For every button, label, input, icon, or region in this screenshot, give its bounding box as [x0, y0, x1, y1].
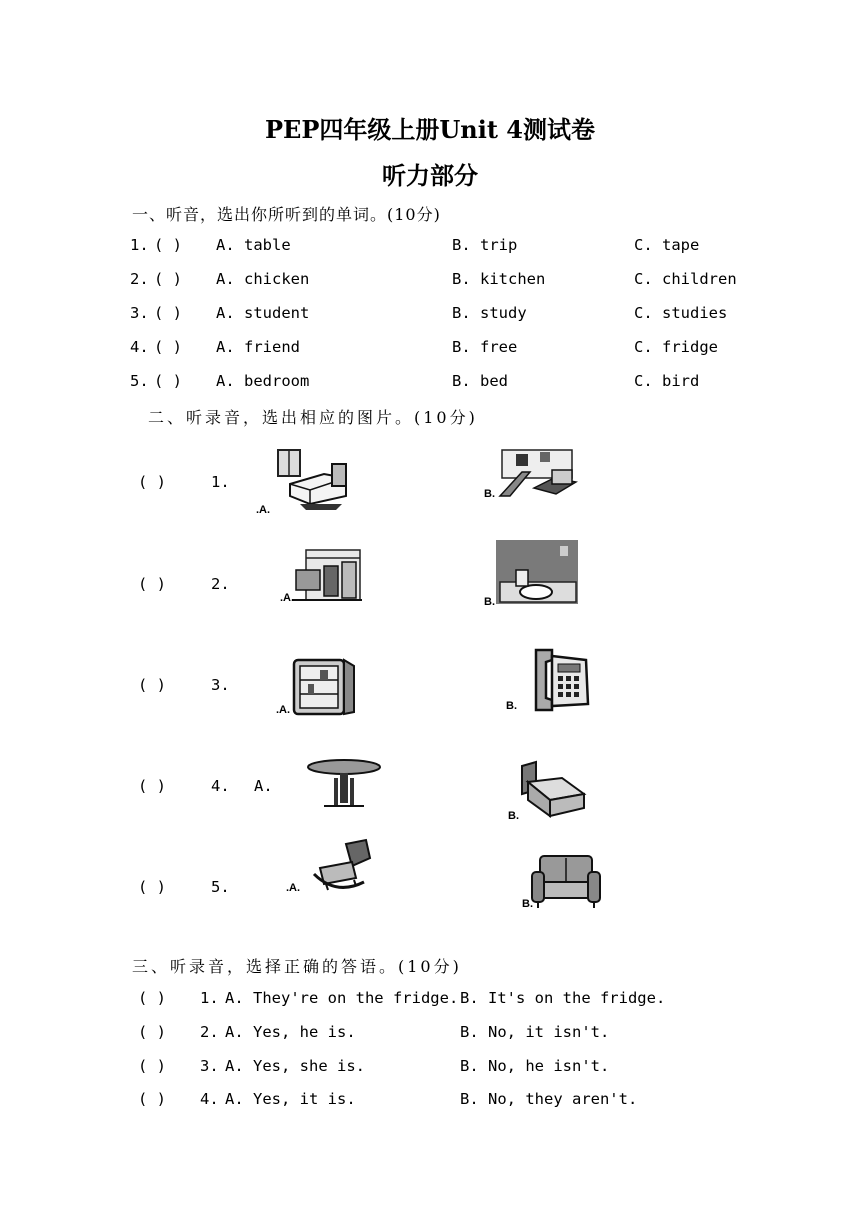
- option-a: A. bedroom: [216, 372, 310, 390]
- answer-blank[interactable]: ( ): [138, 676, 166, 694]
- living-room-picture-icon[interactable]: [494, 448, 578, 500]
- item-number: 3.: [130, 304, 149, 322]
- option-a-label: .A.: [256, 504, 271, 516]
- page-title: PEP四年级上册Unit 4测试卷: [264, 115, 596, 144]
- option-a-label: .A.: [286, 882, 301, 894]
- answer-blank[interactable]: ( ): [138, 878, 166, 896]
- page-subtitle: 听力部分: [382, 161, 478, 190]
- answer-blank[interactable]: ( ): [138, 575, 166, 593]
- option-a-label: .A.: [280, 592, 295, 604]
- kitchen-picture-icon[interactable]: [292, 548, 362, 602]
- option-b: B. No, he isn't.: [460, 1057, 610, 1075]
- option-a: A. friend: [216, 338, 300, 356]
- option-a: A. Yes, it is.: [225, 1090, 356, 1108]
- option-b: B. No, it isn't.: [460, 1023, 610, 1041]
- option-b: B. trip: [452, 236, 518, 254]
- item-number: 2.: [200, 1023, 219, 1041]
- option-a: A. chicken: [216, 270, 310, 288]
- option-a: A. Yes, she is.: [225, 1057, 365, 1075]
- option-b-label: B.: [484, 488, 495, 500]
- answer-blank[interactable]: ( ): [138, 989, 166, 1007]
- table-picture-icon[interactable]: [306, 758, 382, 808]
- option-c: C. studies: [634, 304, 728, 322]
- bed-picture-icon[interactable]: [518, 760, 588, 820]
- item-number: 1.: [211, 473, 230, 491]
- answer-blank[interactable]: ( ): [154, 270, 182, 288]
- item-number: 1.: [200, 989, 219, 1007]
- item-number: 1.: [130, 236, 149, 254]
- option-c: C. bird: [634, 372, 700, 390]
- option-a-label: A.: [254, 777, 273, 795]
- option-b-label: B.: [522, 898, 533, 910]
- option-a: A. Yes, he is.: [225, 1023, 356, 1041]
- item-number: 5.: [211, 878, 230, 896]
- armchair-picture-icon[interactable]: [306, 838, 374, 898]
- phone-picture-icon[interactable]: [522, 646, 592, 712]
- section3-heading: 三、听录音，选择正确的答语。(10分): [132, 957, 462, 976]
- option-b: B. No, they aren't.: [460, 1090, 638, 1108]
- option-b: B. It's on the fridge.: [460, 989, 666, 1007]
- item-number: 4.: [211, 777, 230, 795]
- sofa-picture-icon[interactable]: [530, 852, 602, 910]
- section2-heading: 二、听录音，选出相应的图片。(10分): [148, 408, 478, 427]
- bedroom-picture-icon[interactable]: [276, 448, 352, 510]
- option-a: A. table: [216, 236, 291, 254]
- option-a: A. They're on the fridge.: [225, 989, 459, 1007]
- item-number: 2.: [130, 270, 149, 288]
- item-number: 3.: [211, 676, 230, 694]
- option-a-label: .A.: [276, 704, 291, 716]
- item-number: 5.: [130, 372, 149, 390]
- option-b: B. kitchen: [452, 270, 546, 288]
- option-a: A. student: [216, 304, 310, 322]
- option-b-label: B.: [506, 700, 517, 712]
- option-b: B. free: [452, 338, 518, 356]
- answer-blank[interactable]: ( ): [138, 1090, 166, 1108]
- option-c: C. children: [634, 270, 737, 288]
- answer-blank[interactable]: ( ): [154, 304, 182, 322]
- bathroom-picture-icon[interactable]: [496, 540, 578, 604]
- fridge-picture-icon[interactable]: [288, 656, 356, 718]
- answer-blank[interactable]: ( ): [138, 1057, 166, 1075]
- item-number: 4.: [130, 338, 149, 356]
- answer-blank[interactable]: ( ): [154, 236, 182, 254]
- option-c: C. fridge: [634, 338, 718, 356]
- section1-heading: 一、听音，选出你所听到的单词。(10分): [132, 205, 441, 224]
- answer-blank[interactable]: ( ): [138, 1023, 166, 1041]
- option-b: B. study: [452, 304, 527, 322]
- option-b-label: B.: [508, 810, 519, 822]
- answer-blank[interactable]: ( ): [154, 338, 182, 356]
- item-number: 3.: [200, 1057, 219, 1075]
- answer-blank[interactable]: ( ): [138, 473, 166, 491]
- option-b-label: B.: [484, 596, 495, 608]
- answer-blank[interactable]: ( ): [138, 777, 166, 795]
- item-number: 4.: [200, 1090, 219, 1108]
- option-b: B. bed: [452, 372, 508, 390]
- answer-blank[interactable]: ( ): [154, 372, 182, 390]
- item-number: 2.: [211, 575, 230, 593]
- option-c: C. tape: [634, 236, 700, 254]
